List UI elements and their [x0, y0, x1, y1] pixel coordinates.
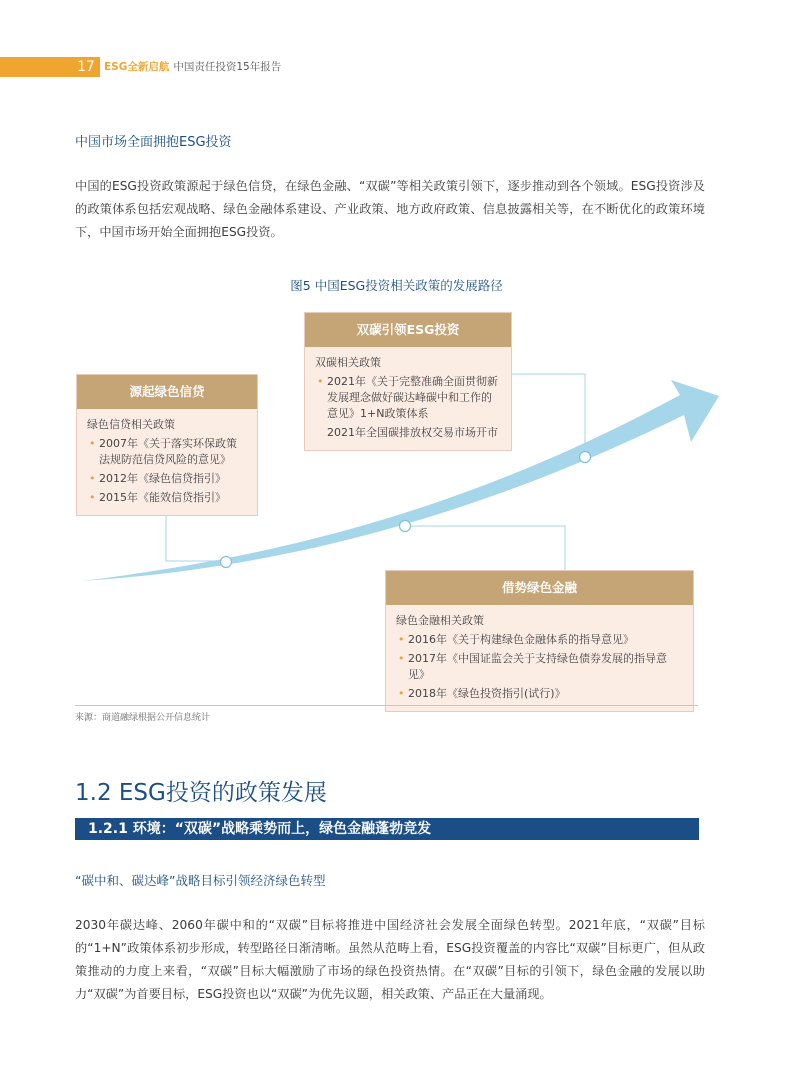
section-heading: “碳中和、碳达峰”战略目标引领经济绿色转型 — [75, 873, 326, 888]
milestone-point-3 — [580, 452, 591, 463]
stage-title: 双碳引领ESG投资 — [305, 313, 511, 347]
subsection-bar — [75, 818, 699, 840]
policy-item: • 2015年《能效信贷指引》 — [87, 490, 247, 506]
section-title: 1.2 ESG投资的政策发展 — [75, 780, 327, 806]
running-header — [104, 60, 281, 74]
stage-title: 借势绿色金融 — [386, 571, 693, 605]
milestone-point-1 — [221, 557, 232, 568]
stage-card-green-finance — [385, 570, 694, 712]
report-title: 中国责任投资15年报告 — [173, 61, 282, 73]
stage-category: 双碳相关政策 — [315, 356, 381, 369]
intro-heading: 中国市场全面拥抱ESG投资 — [75, 135, 232, 150]
stage-card-green-credit — [76, 374, 258, 516]
policy-item: • 2012年《绿色信贷指引》 — [87, 471, 247, 487]
stage-card-dual-carbon — [304, 312, 512, 451]
stage-category: 绿色信贷相关政策 — [87, 418, 175, 431]
source-divider — [75, 705, 698, 706]
policy-item: • 2017年《中国证监会关于支持绿色债券发展的指导意见》 — [396, 651, 683, 683]
stage-title: 源起绿色信贷 — [77, 375, 257, 409]
connector-line-2 — [510, 374, 585, 456]
policy-item: • 2021年《关于完整准确全面贯彻新发展理念做好碳达峰碳中和工作的意见》1+N政策体系 — [315, 374, 501, 422]
stage-body — [77, 409, 257, 515]
stage-body — [386, 605, 693, 711]
policy-item: • 2007年《关于落实环保政策法规防范信贷风险的意见》 — [87, 436, 247, 468]
policy-item: • 2016年《关于构建绿色金融体系的指导意见》 — [396, 632, 683, 648]
page-number: 17 — [77, 59, 95, 75]
intro-paragraph: 中国的ESG投资政策源起于绿色信贷，在绿色金融、“双碳”等相关政策引领下，逐步推动到各个领域。ESG投资涉及的政策体系包括宏观战略、绿色金融体系建设、产业政策、地方政府政策、信息披露相关等，在不断优化的政策环境下，中国市场开始全面拥抱ESG投资。 — [75, 179, 705, 239]
subsection-title: 1.2.1 环境：“双碳”战略乘势而上，绿色金融蓬勃竞发 — [88, 821, 432, 837]
figure-title: 图5 中国ESG投资相关政策的发展路径 — [290, 278, 503, 293]
section-paragraph: 2030年碳达峰、2060年碳中和的“双碳”目标将推进中国经济社会发展全面绿色转型。2021年底，“双碳”目标的“1+N”政策体系初步形成，转型路径日渐清晰。虽然从范畴上看，ESG投资覆盖的内容比“双碳”目标更广，但从政策推动的力度上来看，“双碳”目标大幅激励了市场的绿色投资热情。在“双碳”目标的引领下，绿色金融的发展以助力“双碳”为首要目标，ESG投资也以“双碳”为优先议题，相关政策、产品正在大量涌现。 — [75, 918, 705, 1001]
policy-item: 2021年全国碳排放权交易市场开市 — [327, 426, 498, 439]
connector-line-3 — [405, 526, 565, 570]
brand-title: ESG全新启航 — [104, 61, 170, 73]
stage-category: 绿色金融相关政策 — [396, 614, 484, 627]
policy-item: • 2018年《绿色投资指引(试行)》 — [396, 686, 683, 702]
stage-body — [305, 347, 511, 450]
milestone-point-2 — [400, 521, 411, 532]
figure-source: 来源：商道融绿根据公开信息统计 — [75, 713, 211, 723]
